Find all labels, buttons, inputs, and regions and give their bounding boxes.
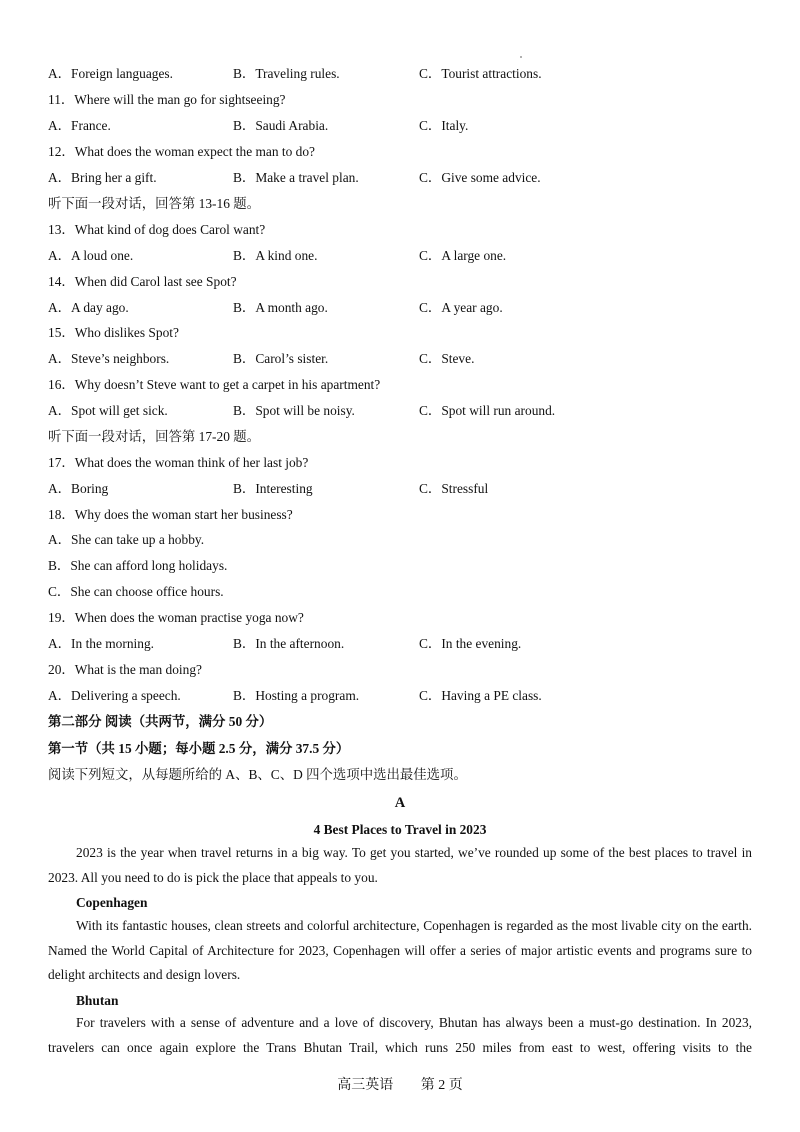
q13-option-c: C．A large one. <box>419 248 507 263</box>
q18-option-b: B．She can afford long holidays. <box>48 558 228 573</box>
q18-option-c: C．She can choose office hours. <box>48 584 224 599</box>
q16-stem: 16．Why doesn’t Steve want to get a carpet in his apartment? <box>48 377 381 392</box>
passage-letter: A <box>394 795 406 811</box>
q19-option-b: B．In the afternoon. <box>233 636 345 651</box>
q20-option-b: B．Hosting a program. <box>233 688 360 703</box>
q17-option-c: C．Stressful <box>419 481 489 496</box>
q20-stem: 20．What is the man doing? <box>48 662 202 677</box>
q10-option-a: A．Foreign languages. <box>48 66 173 81</box>
q12-option-c: C．Give some advice. <box>419 170 541 185</box>
paragraph-copenhagen: With its fantastic houses, clean streets and colorful architecture, Copenhagen is regarded as the most livable city on the earth. Named the World Capital of Architecture for 2023, Copenhagen will offer a series of major artistic events and programs sure to delight architects and design lovers. <box>48 918 752 982</box>
q19-option-a: A．In the morning. <box>48 636 154 651</box>
q14-option-a: A．A day ago. <box>48 300 129 315</box>
q18-stem: 18．Why does the woman start her business? <box>48 507 293 522</box>
q14-stem: 14．When did Carol last see Spot? <box>48 274 237 289</box>
q17-option-a: A．Boring <box>48 481 109 496</box>
q16-option-b: B．Spot will be noisy. <box>233 403 355 418</box>
q20-option-c: C．Having a PE class. <box>419 688 542 703</box>
q13-option-a: A．A loud one. <box>48 248 134 263</box>
q13-stem: 13．What kind of dog does Carol want? <box>48 222 266 237</box>
q10-option-b: B．Traveling rules. <box>233 66 340 81</box>
section1-title: 第一节（共 15 小题；每小题 2.5 分，满分 37.5 分） <box>48 741 350 756</box>
footer-page-number: 第 2 页 <box>420 1078 463 1093</box>
instruction-13-16: 听下面一段对话，回答第 13-16 题。 <box>48 196 261 211</box>
heading-copenhagen: Copenhagen <box>76 895 148 910</box>
page-footer <box>0 1074 800 1094</box>
q11-option-a: A．France. <box>48 118 111 133</box>
q14-option-c: C．A year ago. <box>419 300 503 315</box>
footer-subject: 高三英语 <box>337 1078 394 1093</box>
scan-speck <box>520 56 522 58</box>
passage-title: 4 Best Places to Travel in 2023 <box>313 822 487 837</box>
heading-bhutan: Bhutan <box>76 993 119 1008</box>
paragraph-intro: 2023 is the year when travel returns in a big way. To get you started, we’ve rounded up some of the best places to travel in 2023. All you need to do is pick the place that appeals to you. <box>48 845 752 885</box>
q17-option-b: B．Interesting <box>233 481 313 496</box>
paragraph-bhutan: For travelers with a sense of adventure and a love of discovery, Bhutan has always been a must-go destination. In 2023, travelers can once again explore the Trans Bhutan Trail, which runs 250 miles from east to west, offering visits to the <box>48 1015 752 1055</box>
q11-option-b: B．Saudi Arabia. <box>233 118 329 133</box>
q20-option-a: A．Delivering a speech. <box>48 688 181 703</box>
q16-option-a: A．Spot will get sick. <box>48 403 168 418</box>
instruction-17-20: 听下面一段对话，回答第 17-20 题。 <box>48 429 261 444</box>
q14-option-b: B．A month ago. <box>233 300 328 315</box>
part2-title: 第二部分 阅读（共两节，满分 50 分） <box>48 714 273 729</box>
q13-option-b: B．A kind one. <box>233 248 318 263</box>
q19-option-c: C．In the evening. <box>419 636 522 651</box>
q18-option-a: A．She can take up a hobby. <box>48 532 205 547</box>
q11-stem: 11．Where will the man go for sightseeing? <box>48 92 286 107</box>
q12-stem: 12．What does the woman expect the man to do? <box>48 144 315 159</box>
q17-stem: 17．What does the woman think of her last job? <box>48 455 309 470</box>
q15-option-c: C．Steve. <box>419 351 475 366</box>
q16-option-c: C．Spot will run around. <box>419 403 556 418</box>
q19-stem: 19．When does the woman practise yoga now? <box>48 610 304 625</box>
q15-option-b: B．Carol’s sister. <box>233 351 329 366</box>
reading-instruction: 阅读下列短文，从每题所给的 A、B、C、D 四个选项中选出最佳选项。 <box>48 767 467 782</box>
q12-option-b: B．Make a travel plan. <box>233 170 359 185</box>
q15-option-a: A．Steve’s neighbors. <box>48 351 170 366</box>
q15-stem: 15．Who dislikes Spot? <box>48 325 179 340</box>
q10-option-c: C．Tourist attractions. <box>419 66 542 81</box>
q11-option-c: C．Italy. <box>419 118 469 133</box>
q12-option-a: A．Bring her a gift. <box>48 170 157 185</box>
